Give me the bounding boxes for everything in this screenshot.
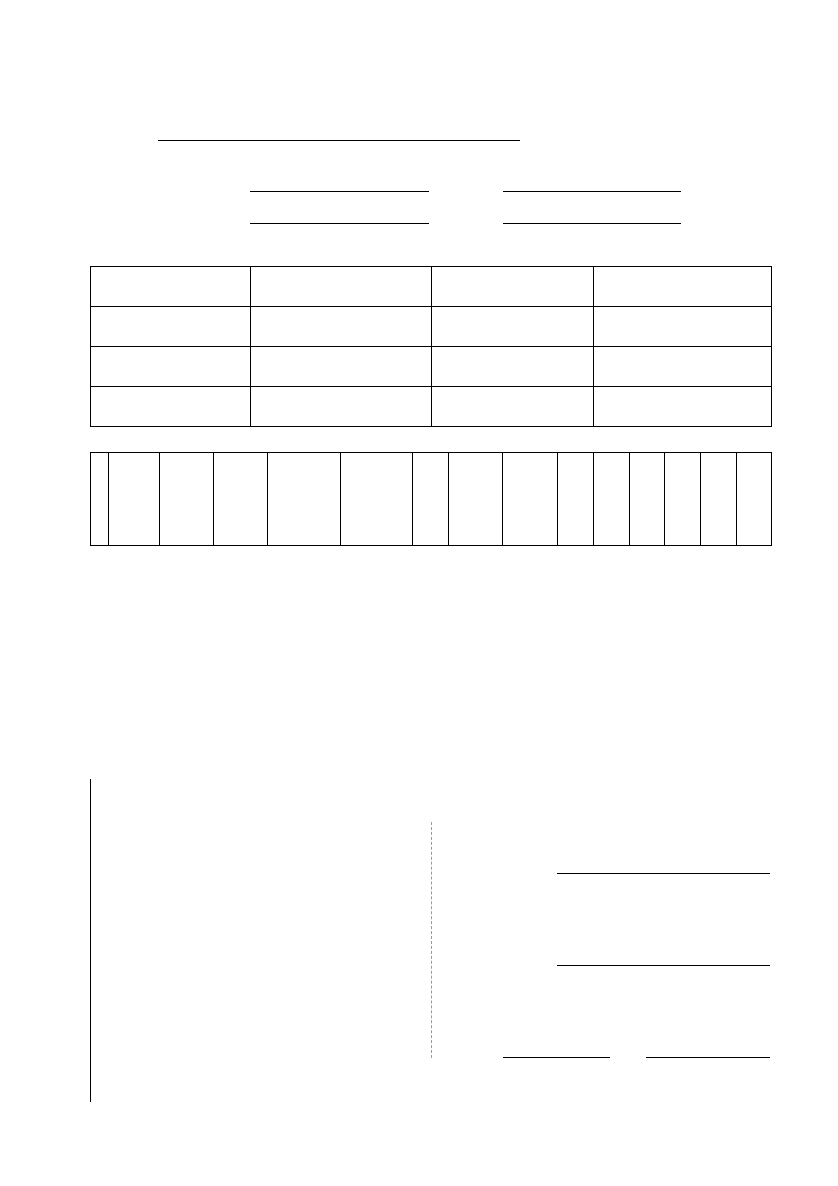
info-value-cell[interactable]	[594, 347, 772, 387]
title-underline	[158, 140, 520, 141]
info-table	[90, 266, 772, 427]
data-table	[90, 452, 772, 546]
col-header	[91, 453, 109, 546]
col-header	[341, 453, 413, 546]
col-header	[737, 453, 772, 546]
col-header	[701, 453, 737, 546]
contractor-field[interactable]	[250, 205, 429, 224]
info-row	[91, 267, 772, 307]
info-value-cell[interactable]	[251, 307, 432, 347]
col-header	[109, 453, 160, 546]
col-header	[413, 453, 449, 546]
info-label	[432, 387, 594, 427]
info-row	[91, 387, 772, 427]
standard-field[interactable]	[250, 173, 429, 192]
col-header	[665, 453, 701, 546]
info-row	[91, 307, 772, 347]
info-label	[91, 267, 251, 307]
test-field[interactable]	[646, 1039, 770, 1058]
col-header	[558, 453, 594, 546]
supervisor-field[interactable]	[503, 205, 681, 224]
info-value-cell[interactable]	[251, 347, 432, 387]
max-density-field[interactable]	[557, 855, 770, 874]
info-label	[432, 307, 594, 347]
col-header	[214, 453, 268, 546]
chart-right-border	[431, 822, 432, 1058]
info-label	[91, 387, 251, 427]
info-label	[91, 347, 251, 387]
test-date-cell[interactable]	[594, 307, 772, 347]
info-label	[432, 267, 594, 307]
col-header	[268, 453, 341, 546]
data-header-row	[91, 453, 772, 546]
number-field[interactable]	[503, 173, 681, 192]
col-header	[503, 453, 558, 546]
info-value-cell[interactable]	[594, 267, 772, 307]
info-row	[91, 347, 772, 387]
optimal-moisture-field[interactable]	[557, 947, 770, 966]
col-header	[160, 453, 214, 546]
info-label	[432, 347, 594, 387]
frame-left-border	[90, 779, 91, 1102]
info-value-cell[interactable]	[251, 267, 432, 307]
compaction-curve-grid	[212, 822, 431, 1040]
review-field[interactable]	[503, 1039, 610, 1058]
col-header	[449, 453, 503, 546]
info-value-cell[interactable]	[251, 387, 432, 427]
col-header	[594, 453, 630, 546]
col-header	[630, 453, 665, 546]
info-value-cell[interactable]	[594, 387, 772, 427]
info-label	[91, 307, 251, 347]
